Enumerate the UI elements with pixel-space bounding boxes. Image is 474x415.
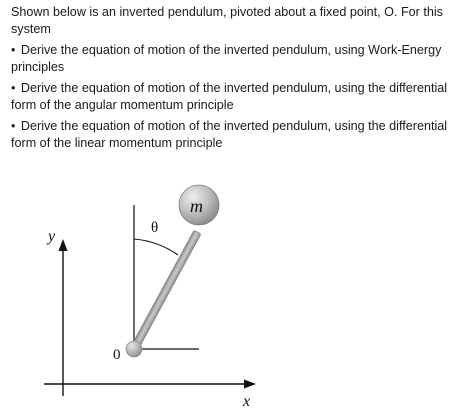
- bullet-marker: •: [11, 43, 16, 57]
- bullet-text: Derive the equation of motion of the inverted pendulum, using the differential form of the angular momentum principle: [11, 81, 448, 112]
- bullet-text: Derive the equation of motion of the inverted pendulum, using the differential form of the linear momentum principle: [11, 119, 448, 150]
- mass-label: m: [190, 196, 203, 216]
- x-axis-label: x: [243, 393, 251, 410]
- bullet-text: Derive the equation of motion of the inverted pendulum, using Work-Energy principles: [11, 43, 442, 74]
- y-axis-arrow-icon: [59, 239, 68, 251]
- pivot-label: 0: [113, 347, 121, 363]
- y-axis-label: y: [48, 228, 56, 245]
- bullet-marker: •: [11, 119, 16, 133]
- angle-label: θ: [151, 220, 159, 236]
- x-axis-arrow-icon: [244, 380, 256, 389]
- pivot-joint: [126, 341, 142, 357]
- bullet-marker: •: [11, 81, 16, 95]
- intro-text: Shown below is an inverted pendulum, pivoted about a fixed point, O. For this system: [11, 5, 443, 36]
- angle-arc: [134, 239, 178, 255]
